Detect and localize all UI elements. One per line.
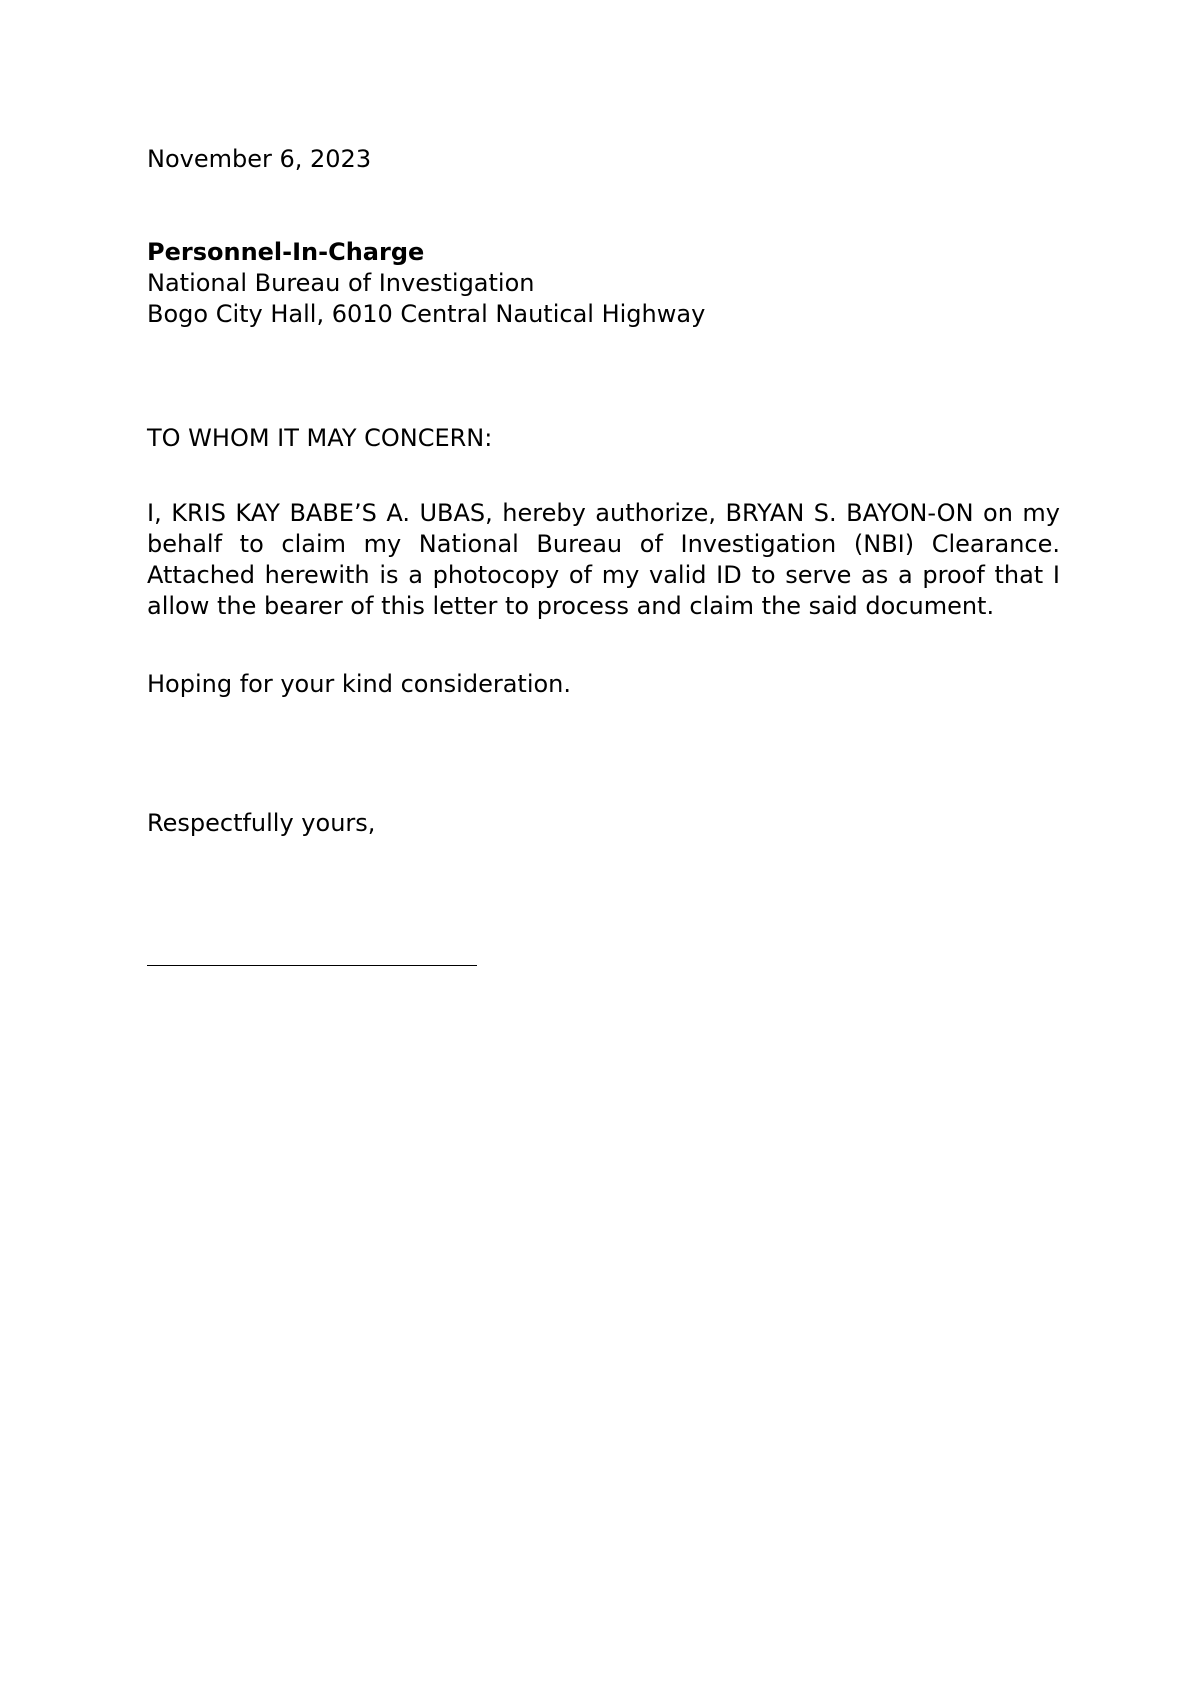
closing-line: Respectfully yours, [147, 809, 376, 837]
recipient-name: Personnel-In-Charge [147, 238, 425, 266]
hoping-line: Hoping for your kind consideration. [147, 670, 572, 698]
recipient-organization: National Bureau of Investigation [147, 269, 535, 297]
body-paragraph: I, KRIS KAY BABE’S A. UBAS, hereby authorize, BRYAN S. BAYON-ON on my behalf to claim my National Bureau of Investigation (NBI) Clearance. Attached herewith is a photocopy of my valid ID to serve as a proof that I allow the bearer of this letter to process and claim the said document. [147, 499, 1060, 620]
recipient-block [147, 237, 705, 330]
recipient-address: Bogo City Hall, 6010 Central Nautical Highway [147, 300, 706, 328]
letter-date: November 6, 2023 [147, 145, 372, 173]
salutation: TO WHOM IT MAY CONCERN: [147, 424, 493, 452]
signature-line [147, 965, 477, 966]
